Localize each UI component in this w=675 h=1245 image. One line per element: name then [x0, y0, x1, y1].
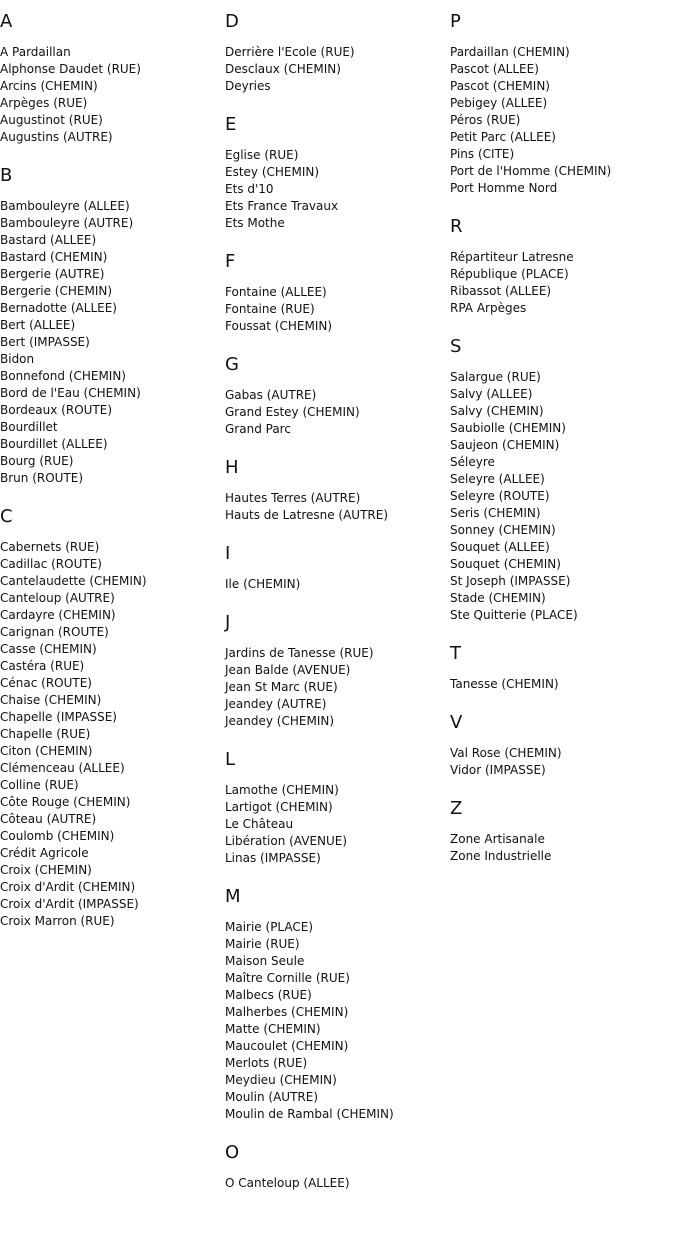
letter-heading: F [225, 251, 236, 272]
street-link[interactable]: Côteau (AUTRE) [0, 812, 97, 826]
street-index-column-2 [225, 10, 450, 1192]
letter-heading: A [0, 11, 13, 32]
street-link[interactable]: Port Homme Nord [450, 181, 558, 195]
street-link[interactable]: Salvy (ALLEE) [450, 387, 533, 401]
street-link[interactable]: Derrière l'Ecole (RUE) [225, 45, 355, 59]
street-link[interactable]: Mairie (RUE) [225, 937, 300, 951]
street-link[interactable]: Pebigey (ALLEE) [450, 96, 548, 110]
street-link[interactable]: Bordeaux (ROUTE) [0, 403, 113, 417]
street-link[interactable]: Zone Artisanale [450, 832, 545, 846]
street-link[interactable]: Merlots (RUE) [225, 1056, 308, 1070]
street-link[interactable]: Pins (CITE) [450, 147, 515, 161]
street-link[interactable]: Ets Mothe [225, 216, 285, 230]
street-link[interactable]: Cantelaudette (CHEMIN) [0, 574, 147, 588]
street-link[interactable]: Jardins de Tanesse (RUE) [225, 646, 374, 660]
street-list [0, 44, 225, 146]
street-link[interactable]: Hauts de Latresne (AUTRE) [225, 508, 389, 522]
letter-section-f [225, 250, 450, 335]
street-link[interactable]: Le Château [225, 817, 294, 831]
street-link[interactable]: Côte Rouge (CHEMIN) [0, 795, 131, 809]
street-link[interactable]: Saujeon (CHEMIN) [450, 438, 560, 452]
street-link[interactable]: Bidon [0, 352, 35, 366]
street-link[interactable]: Alphonse Daudet (RUE) [0, 62, 141, 76]
letter-section-a [0, 10, 225, 146]
street-link[interactable]: Desclaux (CHEMIN) [225, 62, 341, 76]
street-list [225, 284, 450, 335]
letter-section-c [0, 505, 225, 930]
street-list [450, 44, 675, 197]
letter-section-t [450, 642, 675, 693]
street-link[interactable]: Arpèges (RUE) [0, 96, 88, 110]
street-list [450, 369, 675, 624]
street-link[interactable]: Ste Quitterie (PLACE) [450, 608, 578, 622]
street-link[interactable]: Grand Parc [225, 422, 291, 436]
street-link[interactable]: Ile (CHEMIN) [225, 577, 301, 591]
letter-heading: M [225, 886, 241, 907]
street-link[interactable]: Répartiteur Latresne [450, 250, 574, 264]
street-link[interactable]: Bambouleyre (AUTRE) [0, 216, 134, 230]
street-link[interactable]: Fontaine (RUE) [225, 302, 315, 316]
letter-heading: H [225, 457, 239, 478]
street-link[interactable]: Bourdillet [0, 420, 58, 434]
street-link[interactable]: Bastard (CHEMIN) [0, 250, 108, 264]
street-link[interactable]: Bernadotte (ALLEE) [0, 301, 117, 315]
street-link[interactable]: Pascot (CHEMIN) [450, 79, 550, 93]
letter-section-s [450, 335, 675, 624]
street-link[interactable]: Bourdillet (ALLEE) [0, 437, 108, 451]
street-link[interactable]: Augustinot (RUE) [0, 113, 103, 127]
street-link[interactable]: Augustins (AUTRE) [0, 130, 113, 144]
letter-heading: B [0, 165, 13, 186]
street-link[interactable]: O Canteloup (ALLEE) [225, 1176, 350, 1190]
street-link[interactable]: Port de l'Homme (CHEMIN) [450, 164, 612, 178]
street-link[interactable]: St Joseph (IMPASSE) [450, 574, 571, 588]
street-link[interactable]: Brun (ROUTE) [0, 471, 84, 485]
street-link[interactable]: Zone Industrielle [450, 849, 552, 863]
street-link[interactable]: Chaise (CHEMIN) [0, 693, 102, 707]
street-index-column-3 [450, 10, 675, 865]
letter-section-m [225, 885, 450, 1123]
letter-heading: Z [450, 798, 463, 819]
letter-section-o [225, 1141, 450, 1192]
street-link[interactable]: Maucoulet (CHEMIN) [225, 1039, 349, 1053]
street-link[interactable]: Bergerie (CHEMIN) [0, 284, 113, 298]
letter-section-j [225, 611, 450, 730]
street-link[interactable]: Cénac (ROUTE) [0, 676, 92, 690]
street-link[interactable]: Stade (CHEMIN) [450, 591, 546, 605]
street-index-column-1 [0, 10, 225, 930]
street-link[interactable]: Petit Parc (ALLEE) [450, 130, 556, 144]
street-list [0, 539, 225, 930]
street-link[interactable]: Seleyre (ALLEE) [450, 472, 545, 486]
letter-heading: O [225, 1142, 240, 1163]
street-link[interactable]: Citon (CHEMIN) [0, 744, 93, 758]
street-link[interactable]: Maison Seule [225, 954, 305, 968]
street-link[interactable]: Ets France Travaux [225, 199, 339, 213]
street-link[interactable]: Jean St Marc (RUE) [225, 680, 338, 694]
street-link[interactable]: Mairie (PLACE) [225, 920, 314, 934]
street-link[interactable]: Ets d'10 [225, 182, 274, 196]
letter-section-b [0, 164, 225, 487]
street-link[interactable]: Cabernets (RUE) [0, 540, 100, 554]
street-link[interactable]: Vidor (IMPASSE) [450, 763, 546, 777]
letter-section-g [225, 353, 450, 438]
street-link[interactable]: Chapelle (IMPASSE) [0, 710, 117, 724]
street-link[interactable]: Jean Balde (AVENUE) [225, 663, 351, 677]
street-link[interactable]: Crédit Agricole [0, 846, 89, 860]
street-link[interactable]: Jeandey (CHEMIN) [225, 714, 335, 728]
street-link[interactable]: Bert (ALLEE) [0, 318, 76, 332]
street-link[interactable]: Maître Cornille (RUE) [225, 971, 350, 985]
letter-section-i [225, 542, 450, 593]
street-link[interactable]: Jeandey (AUTRE) [225, 697, 327, 711]
street-link[interactable]: Grand Estey (CHEMIN) [225, 405, 360, 419]
street-link[interactable]: Carignan (ROUTE) [0, 625, 109, 639]
street-link[interactable]: Croix d'Ardit (CHEMIN) [0, 880, 136, 894]
street-link[interactable]: Bert (IMPASSE) [0, 335, 90, 349]
street-link[interactable]: Fontaine (ALLEE) [225, 285, 327, 299]
street-link[interactable]: Malherbes (CHEMIN) [225, 1005, 349, 1019]
letter-section-l [225, 748, 450, 867]
street-list [450, 249, 675, 317]
street-link[interactable]: Lartigot (CHEMIN) [225, 800, 333, 814]
street-link[interactable]: Saubiolle (CHEMIN) [450, 421, 566, 435]
street-link[interactable]: Chapelle (RUE) [0, 727, 91, 741]
street-link[interactable]: Arcins (CHEMIN) [0, 79, 98, 93]
letter-heading: E [225, 114, 237, 135]
street-link[interactable]: Bergerie (AUTRE) [0, 267, 105, 281]
street-link[interactable]: Colline (RUE) [0, 778, 79, 792]
street-link[interactable]: Foussat (CHEMIN) [225, 319, 333, 333]
street-link[interactable]: Deyries [225, 79, 271, 93]
street-link[interactable]: Seris (CHEMIN) [450, 506, 541, 520]
street-list [225, 490, 450, 524]
street-link[interactable]: Casse (CHEMIN) [0, 642, 97, 656]
street-link[interactable]: Linas (IMPASSE) [225, 851, 321, 865]
letter-heading: J [225, 612, 231, 633]
street-link[interactable]: Croix (CHEMIN) [0, 863, 92, 877]
street-link[interactable]: Bastard (ALLEE) [0, 233, 97, 247]
street-link[interactable]: Bonnefond (CHEMIN) [0, 369, 126, 383]
letter-section-h [225, 456, 450, 524]
letter-heading: S [450, 336, 462, 357]
letter-heading: D [225, 11, 239, 32]
street-link[interactable]: Estey (CHEMIN) [225, 165, 320, 179]
street-list [225, 576, 450, 593]
street-link[interactable]: Castéra (RUE) [0, 659, 85, 673]
street-link[interactable]: Eglise (RUE) [225, 148, 299, 162]
street-link[interactable]: Tanesse (CHEMIN) [450, 677, 559, 691]
street-link[interactable]: Moulin de Rambal (CHEMIN) [225, 1107, 394, 1121]
street-link[interactable]: Ribassot (ALLEE) [450, 284, 552, 298]
street-link[interactable]: Cadillac (ROUTE) [0, 557, 102, 571]
street-list [225, 387, 450, 438]
street-link[interactable]: Malbecs (RUE) [225, 988, 312, 1002]
street-link[interactable]: Gabas (AUTRE) [225, 388, 317, 402]
letter-heading: L [225, 749, 236, 770]
street-link[interactable]: Bambouleyre (ALLEE) [0, 199, 130, 213]
street-link[interactable]: Canteloup (AUTRE) [0, 591, 115, 605]
street-list [450, 831, 675, 865]
street-link[interactable]: RPA Arpèges [450, 301, 527, 315]
street-link[interactable]: Libération (AVENUE) [225, 834, 348, 848]
street-list [225, 1175, 450, 1192]
street-link[interactable]: Salvy (CHEMIN) [450, 404, 544, 418]
street-list [225, 147, 450, 232]
street-link[interactable]: Croix Marron (RUE) [0, 914, 115, 928]
street-link[interactable]: Meydieu (CHEMIN) [225, 1073, 337, 1087]
letter-section-p [450, 10, 675, 197]
letter-heading: C [0, 506, 13, 527]
street-link[interactable]: Pascot (ALLEE) [450, 62, 539, 76]
street-link[interactable]: Seleyre (ROUTE) [450, 489, 550, 503]
street-link[interactable]: Lamothe (CHEMIN) [225, 783, 339, 797]
street-list [225, 645, 450, 730]
street-link[interactable]: A Pardaillan [0, 45, 71, 59]
letter-heading: V [450, 712, 463, 733]
street-link[interactable]: Cardayre (CHEMIN) [0, 608, 116, 622]
street-link[interactable]: Souquet (CHEMIN) [450, 557, 561, 571]
street-list [0, 198, 225, 487]
letter-heading: R [450, 216, 463, 237]
street-link[interactable]: Péros (RUE) [450, 113, 521, 127]
letter-section-z [450, 797, 675, 865]
street-list [225, 919, 450, 1123]
street-link[interactable]: Sonney (CHEMIN) [450, 523, 556, 537]
street-list [225, 44, 450, 95]
street-link[interactable]: Val Rose (CHEMIN) [450, 746, 562, 760]
street-link[interactable]: Souquet (ALLEE) [450, 540, 550, 554]
letter-section-e [225, 113, 450, 232]
street-link[interactable]: Bord de l'Eau (CHEMIN) [0, 386, 141, 400]
street-link[interactable]: République (PLACE) [450, 267, 569, 281]
letter-section-v [450, 711, 675, 779]
street-link[interactable]: Coulomb (CHEMIN) [0, 829, 115, 843]
street-link[interactable]: Matte (CHEMIN) [225, 1022, 321, 1036]
street-link[interactable]: Moulin (AUTRE) [225, 1090, 318, 1104]
letter-heading: P [450, 11, 461, 32]
letter-heading: G [225, 354, 239, 375]
letter-heading: I [225, 543, 231, 564]
street-link[interactable]: Clémenceau (ALLEE) [0, 761, 125, 775]
letter-section-r [450, 215, 675, 317]
street-link[interactable]: Croix d'Ardit (IMPASSE) [0, 897, 139, 911]
street-link[interactable]: Hautes Terres (AUTRE) [225, 491, 361, 505]
street-link[interactable]: Séleyre [450, 455, 495, 469]
letter-section-d [225, 10, 450, 95]
street-link[interactable]: Pardaillan (CHEMIN) [450, 45, 570, 59]
street-link[interactable]: Salargue (RUE) [450, 370, 541, 384]
street-list [450, 745, 675, 779]
street-list [450, 676, 675, 693]
street-list [225, 782, 450, 867]
street-link[interactable]: Bourg (RUE) [0, 454, 74, 468]
letter-heading: T [450, 643, 461, 664]
